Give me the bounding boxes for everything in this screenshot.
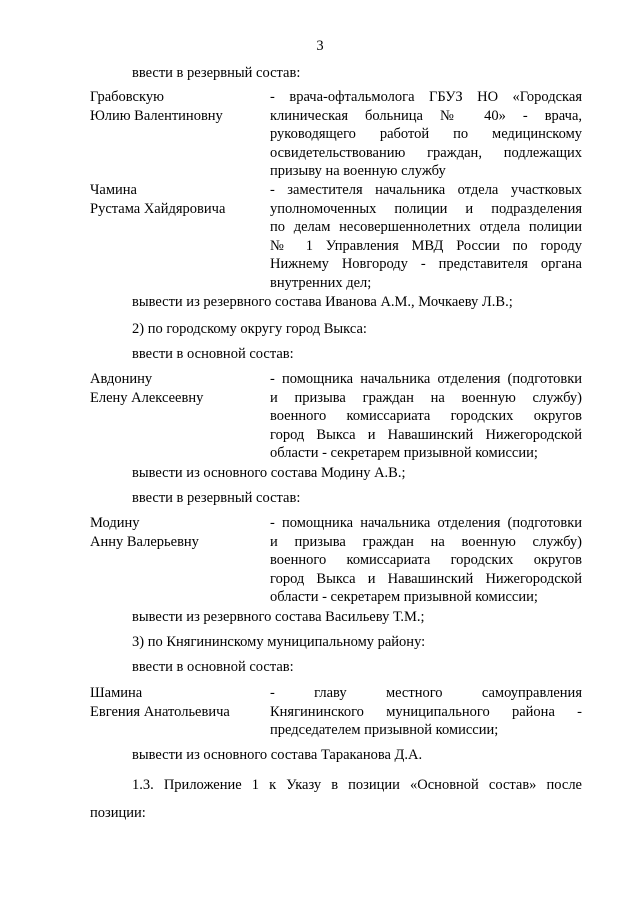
paragraph-add-reserve-2: ввести в резервный состав: [132, 490, 301, 506]
person-position: - помощника начальника отделения (подготовки и призыва граждан на военную службу) военного комиссариата городских округов город Выкса и Навашинский Нижегородской области - секретарем призывной комиссии; [270, 371, 582, 462]
person-name: Авдонину Елену Алексеевну [90, 371, 204, 406]
person-position: - помощника начальника отделения (подготовки и призыва граждан на военную службу) военного комиссариата городских округов город Выкса и Навашинский Нижегородской области - секретарем призывной комиссии; [270, 515, 582, 606]
paragraph-remove-reserve-2: вывести из резервного состава Васильеву Т.М.; [132, 609, 425, 625]
paragraph-district-knyaginino: 3) по Княгининскому муниципальному району: [132, 634, 426, 650]
person-name: Чамина Рустама Хайдяровича [90, 182, 226, 217]
paragraph-district-vyksa: 2) по городскому округу город Выкса: [132, 321, 367, 337]
paragraph-remove-main-2: вывести из основного состава Тараканова Д.А. [132, 747, 423, 763]
person-position: - врача-офтальмолога ГБУЗ НО «Городская клиническая больница № 40» - врача, руководящего работой по медицинскому освидетельствованию граждан, подлежащих призыву на военную службу [270, 89, 582, 180]
person-name: Модину Анну Валерьевну [90, 515, 199, 550]
paragraph-add-main-2: ввести в основной состав: [132, 659, 294, 675]
person-name: Шамина Евгения Анатольевича [90, 685, 230, 720]
paragraph-add-main: ввести в основной состав: [132, 346, 294, 362]
page-number: 3 [316, 38, 324, 54]
person-position: - главу местного самоуправления Княгининского муниципального района - председателем призывной комиссии; [270, 685, 582, 739]
paragraph-add-reserve: ввести в резервный состав: [132, 65, 301, 81]
person-position: - заместителя начальника отдела участковых уполномоченных полиции и подразделения по делам несовершеннолетних отдела полиции № 1 Управления МВД России по городу Нижнему Новгороду - представителя органа внутренних дел; [270, 182, 582, 291]
paragraph-remove-main: вывести из основного состава Модину А.В.; [132, 465, 406, 481]
paragraph-appendix-line2: позиции: [90, 805, 146, 821]
person-name: Грабовскую Юлию Валентиновну [90, 89, 223, 124]
paragraph-appendix-line1: 1.3. Приложение 1 к Указу в позиции «Основной состав» после [132, 777, 582, 793]
paragraph-remove-reserve: вывести из резервного состава Иванова А.М., Мочкаеву Л.В.; [132, 294, 513, 310]
